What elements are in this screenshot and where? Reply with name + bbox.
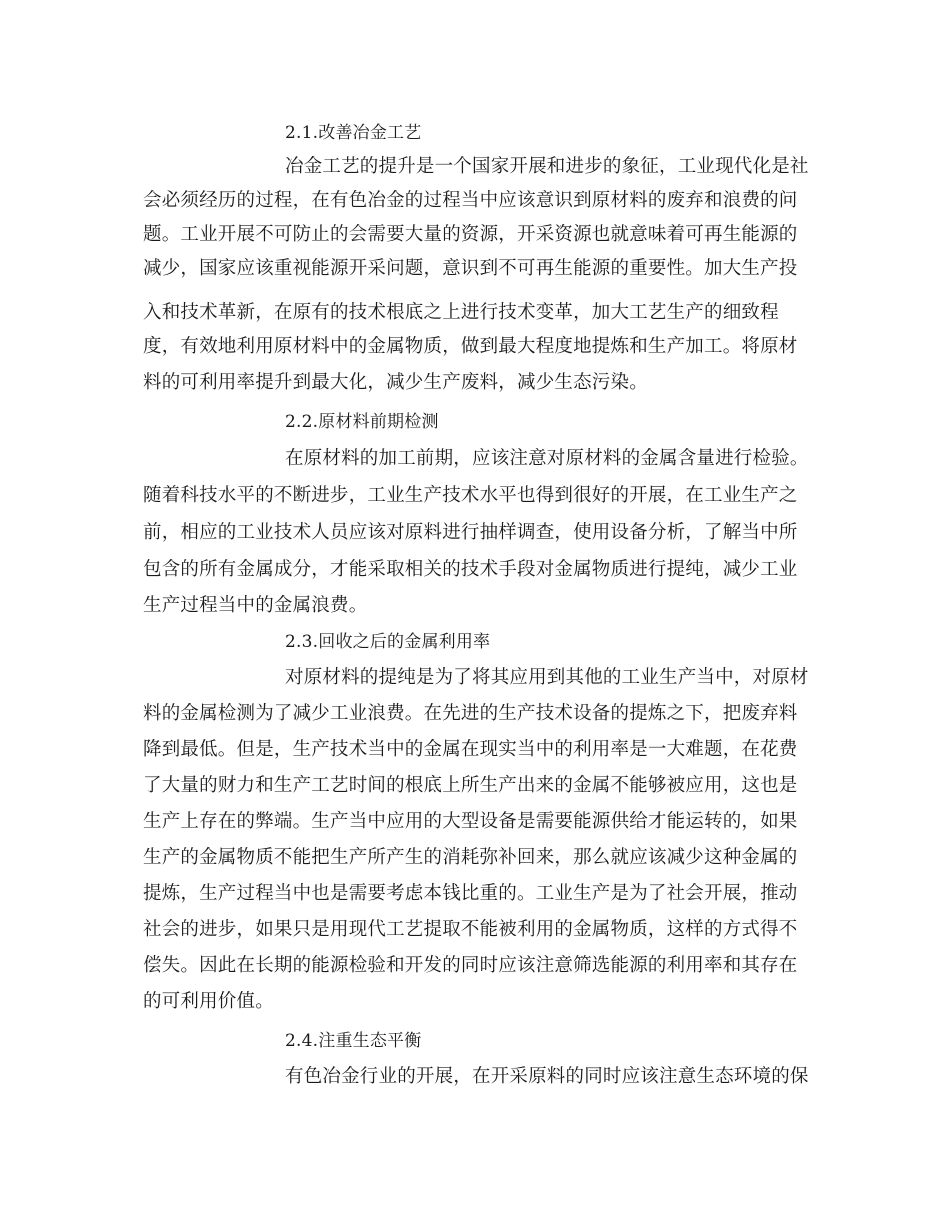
paragraph-line: 前，相应的工业技术人员应该对原料进行抽样调查，使用设备分析，了解当中所 xyxy=(143,522,798,543)
section-heading-2-1: 2.1.改善冶金工艺 xyxy=(285,123,422,143)
paragraph-line: 料的可利用率提升到最大化，减少生产废料，减少生态污染。 xyxy=(143,372,648,393)
paragraph-line: 料的金属检测为了减少工业浪费。在先进的生产技术设备的提炼之下，把废弃料 xyxy=(143,703,798,724)
paragraph-line: 冶金工艺的提升是一个国家开展和进步的象征，工业现代化是社 xyxy=(285,156,809,177)
paragraph-line: 生产的金属物质不能把生产所产生的消耗弥补回来，那么就应该减少这种金属的 xyxy=(143,847,798,868)
paragraph-line: 生产过程当中的金属浪费。 xyxy=(143,595,368,616)
paragraph-line: 度，有效地利用原材料中的金属物质，做到最大程度地提炼和生产加工。将原材 xyxy=(143,336,798,357)
paragraph-line: 降到最低。但是，生产技术当中的金属在现实当中的利用率是一大难题，在花费 xyxy=(143,739,798,760)
section-heading-2-3: 2.3.回收之后的金属利用率 xyxy=(285,632,491,652)
paragraph-line: 会必须经历的过程，在有色冶金的过程当中应该意识到原材料的废弃和浪费的问 xyxy=(143,190,798,211)
paragraph-line: 包含的所有金属成分，才能采取相关的技术手段对金属物质进行提纯，减少工业 xyxy=(143,559,798,580)
section-heading-2-4: 2.4.注重生态平衡 xyxy=(285,1031,422,1051)
paragraph-line: 入和技术革新，在原有的技术根底之上进行技术变革，加大工艺生产的细致程 xyxy=(143,302,779,323)
paragraph-line: 社会的进步，如果只是用现代工艺提取不能被利用的金属物质，这样的方式得不 xyxy=(143,919,798,940)
paragraph-line: 偿失。因此在长期的能源检验和开发的同时应该注意筛选能源的利用率和其存在 xyxy=(143,955,798,976)
paragraph-line: 提炼，生产过程当中也是需要考虑本钱比重的。工业生产是为了社会开展，推动 xyxy=(143,883,798,904)
paragraph-line: 有色冶金行业的开展，在开采原料的同时应该注意生态环境的保 xyxy=(285,1066,809,1087)
paragraph-line: 在原材料的加工前期，应该注意对原材料的金属含量进行检验。 xyxy=(285,448,809,469)
paragraph-line: 生产上存在的弊端。生产当中应用的大型设备是需要能源供给才能运转的，如果 xyxy=(143,811,798,832)
paragraph-line: 随着科技水平的不断进步，工业生产技术水平也得到很好的开展，在工业生产之 xyxy=(143,485,798,506)
paragraph-line: 减少，国家应该重视能源开采问题，意识到不可再生能源的重要性。加大生产投 xyxy=(143,258,798,279)
section-heading-2-2: 2.2.原材料前期检测 xyxy=(285,412,439,432)
paragraph-line: 对原材料的提纯是为了将其应用到其他的工业生产当中，对原材 xyxy=(285,667,809,688)
paragraph-line: 了大量的财力和生产工艺时间的根底上所生产出来的金属不能够被应用，这也是 xyxy=(143,775,798,796)
paragraph-line: 题。工业开展不可防止的会需要大量的资源，开采资源也就意味着可再生能源的 xyxy=(143,224,798,245)
paragraph-line: 的可利用价值。 xyxy=(143,991,274,1012)
